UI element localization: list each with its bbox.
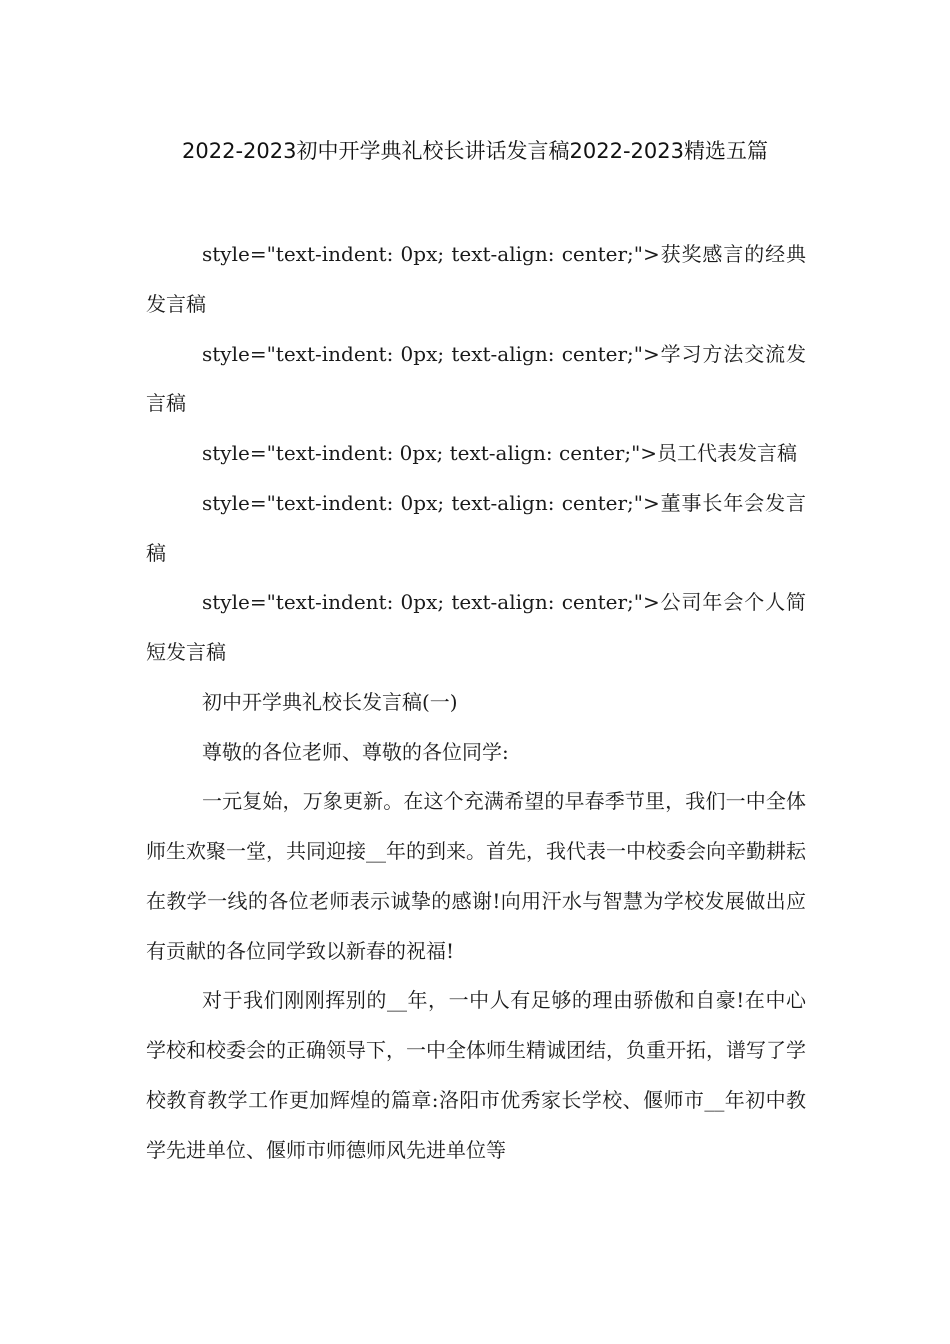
- paragraph-3: style="text-indent: 0px; text-align: center;">员工代表发言稿: [202, 441, 798, 465]
- section-heading: 初中开学典礼校长发言稿(一): [202, 689, 458, 714]
- paragraph-body-1: 一元复始，万象更新。在这个充满希望的早春季节里，我们一中全体师生欢聚一堂，共同迎接__年的到来。首先，我代表一中校委会向辛勤耕耘在教学一线的各位老师表示诚挚的感谢!向用汗水与智慧为学校发展做出应有贡献的各位同学致以新春的祝福!: [146, 789, 806, 963]
- salutation: 尊敬的各位老师、尊敬的各位同学:: [202, 739, 509, 764]
- document-body: [146, 230, 806, 1175]
- paragraph-1: style="text-indent: 0px; text-align: center;">获奖感言的经典发言稿: [146, 242, 806, 316]
- paragraph-4: style="text-indent: 0px; text-align: center;">董事长年会发言稿: [146, 490, 806, 565]
- paragraph-5: style="text-indent: 0px; text-align: center;">公司年会个人简短发言稿: [146, 590, 806, 664]
- paragraph-body-2: 对于我们刚刚挥别的__年，一中人有足够的理由骄傲和自豪!在中心学校和校委会的正确领导下，一中全体师生精诚团结，负重开拓，谱写了学校教育教学工作更加辉煌的篇章:洛阳市优秀家长学校、偃师市__年初中教学先进单位、偃师市师德师风先进单位等: [146, 988, 806, 1162]
- paragraph-2: style="text-indent: 0px; text-align: center;">学习方法交流发言稿: [146, 341, 806, 416]
- document-title: 2022-2023初中开学典礼校长讲话发言稿2022-2023精选五篇: [182, 139, 768, 163]
